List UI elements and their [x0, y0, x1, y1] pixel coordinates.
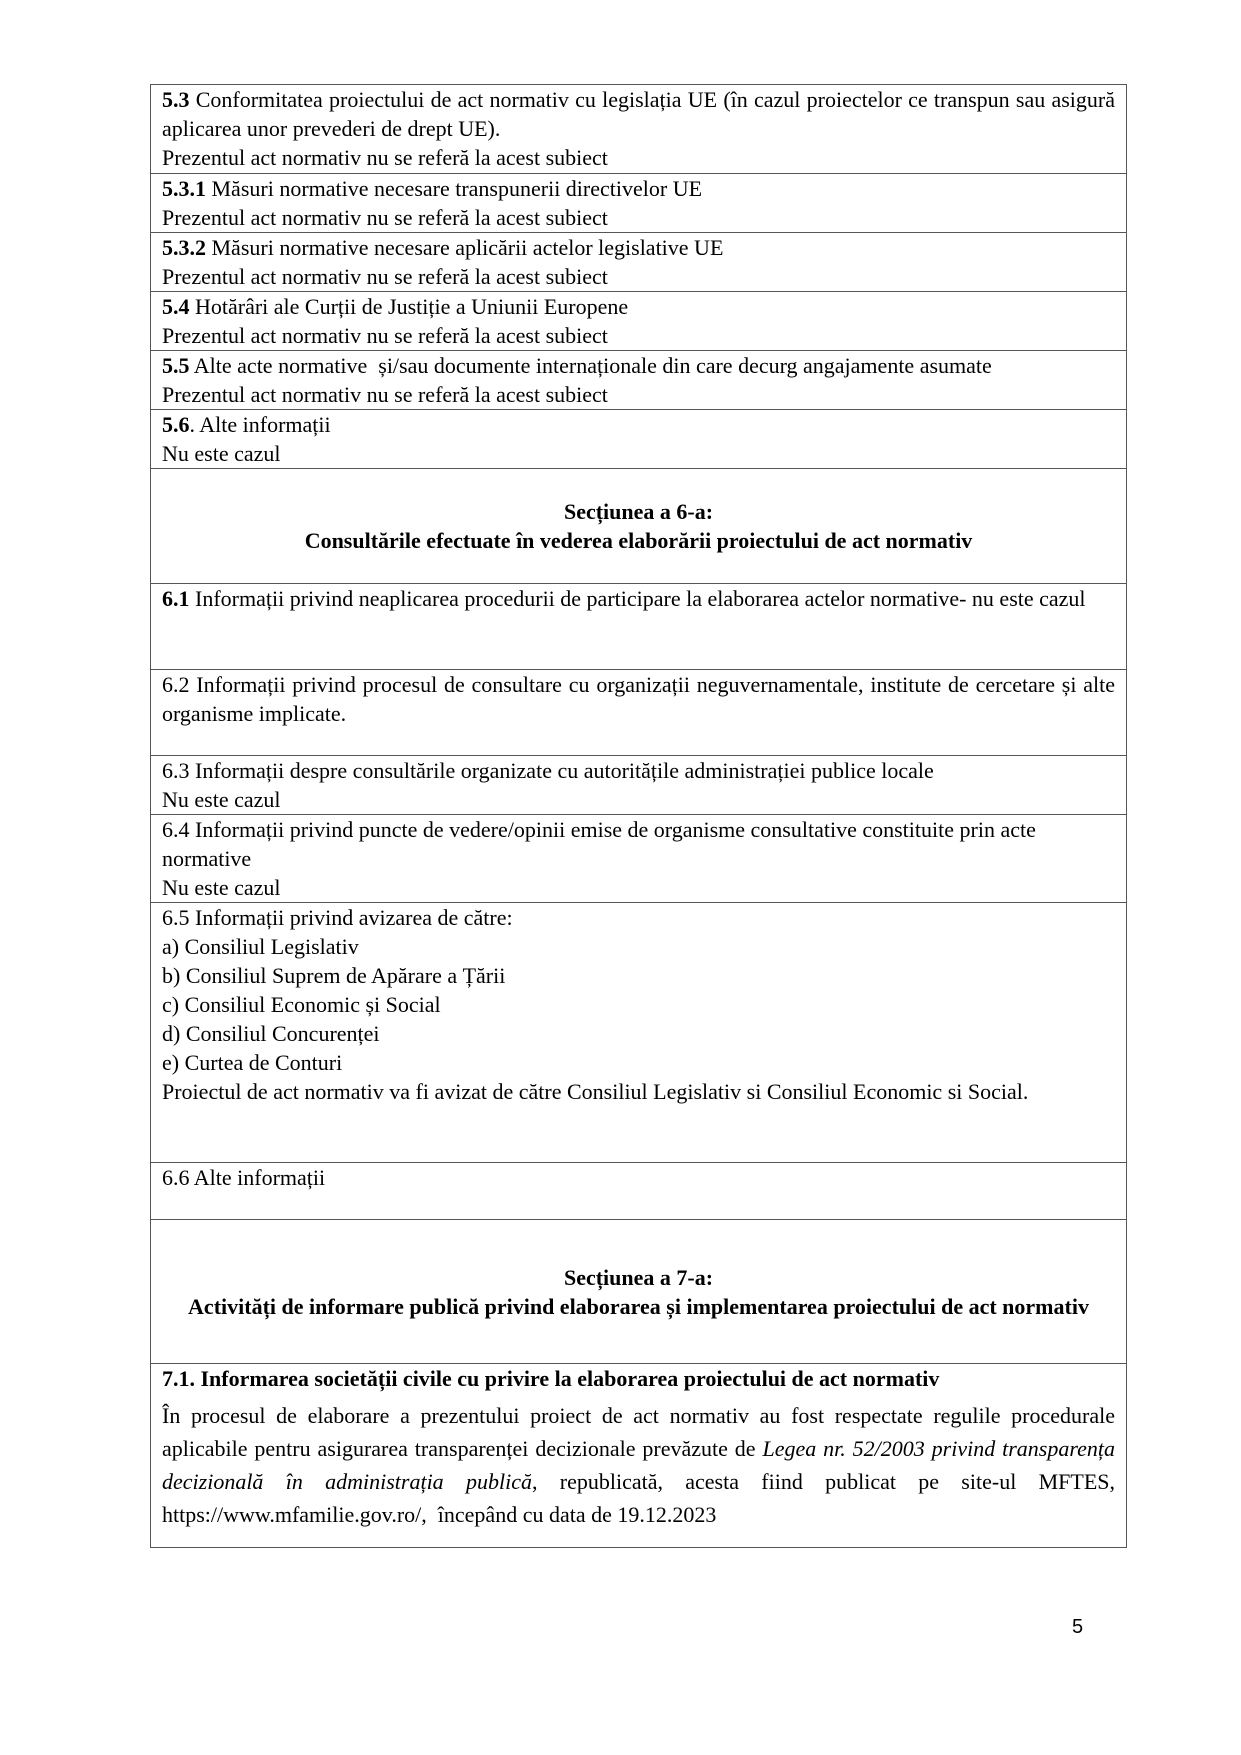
- table-row: [151, 410, 1127, 469]
- table-row: [151, 469, 1127, 584]
- row-6-1: [151, 584, 1127, 670]
- row-title: 5.4 Hotărâri ale Curții de Justiție a Uniunii Europene: [162, 294, 629, 319]
- row-body: Nu este cazul: [162, 441, 281, 466]
- section-number: 5.3: [162, 87, 190, 112]
- row-paragraph: În procesul de elaborare a prezentului proiect de act normativ au fost respectate regulile procedurale aplicabile pentru asigurarea transparenței decizionale prevăzute de Legea nr. 52/2003 privind transparența decizională în administrația publică, republicată, acesta fiind publicat pe site-ul MFTES, https://www.mfamilie.gov.ro/, începând cu data de 19.12.2023: [162, 1403, 1121, 1527]
- law-reference: Legea nr. 52/2003 privind transparența decizională în administrația publică: [162, 1436, 1115, 1494]
- row-title: 7.1. Informarea societății civile cu privire la elaborarea proiectului de act normativ: [162, 1366, 940, 1391]
- row-title: 5.3.1 Măsuri normative necesare transpunerii directivelor UE: [162, 176, 703, 201]
- row-body: Prezentul act normativ nu se referă la acest subiect: [162, 382, 608, 407]
- section-number: 6.1: [162, 586, 190, 611]
- row-body: Prezentul act normativ nu se referă la acest subiect: [162, 323, 608, 348]
- table-row: [151, 1364, 1127, 1548]
- row-conclusion: Proiectul de act normativ va fi avizat de către Consiliul Legislativ si Consiliul Economic si Social.: [162, 1079, 1029, 1104]
- section-number: 5.4: [162, 294, 190, 319]
- row-title: 5.5 Alte acte normative și/sau documente internaționale din care decurg angajamente asumate: [162, 353, 992, 378]
- row-title: 6.3 Informații despre consultările organizate cu autoritățile administrației publice locale: [162, 758, 934, 783]
- table-row: [151, 233, 1127, 292]
- row-6-2: [151, 670, 1127, 756]
- row-text: 6.1 Informații privind neaplicarea procedurii de participare la elaborarea actelor normative- nu este cazul: [162, 586, 1086, 611]
- row-title: 5.3 Conformitatea proiectului de act normativ cu legislația UE (în cazul proiectelor ce transpun sau asigură aplicarea unor prevederi de drept UE).: [162, 87, 1115, 141]
- table-row: [151, 1220, 1127, 1364]
- table-row: [151, 85, 1127, 174]
- row-5-3-2: [151, 233, 1127, 292]
- list-item: e) Curtea de Conturi: [162, 1050, 343, 1075]
- table-row: [151, 756, 1127, 815]
- row-title: 5.3.2 Măsuri normative necesare aplicării actelor legislative UE: [162, 235, 724, 260]
- row-6-6: [151, 1163, 1127, 1220]
- section-number: 5.3.1: [162, 176, 206, 201]
- row-6-3: [151, 756, 1127, 815]
- table-row: [151, 903, 1127, 1163]
- section-6-subheading: Consultările efectuate în vederea elaborării proiectului de act normativ: [304, 528, 973, 553]
- table-row: [151, 351, 1127, 410]
- row-5-6: [151, 410, 1127, 469]
- row-6-5: [151, 903, 1127, 1163]
- row-5-3-1: [151, 174, 1127, 233]
- row-body: Nu este cazul: [162, 875, 281, 900]
- section-number: 5.5: [162, 353, 190, 378]
- section-7-heading: Secțiunea a 7-a:: [563, 1264, 714, 1290]
- row-title: 6.5 Informații privind avizarea de către:: [162, 905, 513, 930]
- row-title: 6.6 Alte informații: [162, 1165, 326, 1190]
- row-6-4: [151, 815, 1127, 903]
- list-item: b) Consiliul Suprem de Apărare a Țării: [162, 963, 506, 988]
- list-item: c) Consiliul Economic și Social: [162, 992, 441, 1017]
- document-table: [150, 84, 1127, 1548]
- row-body: Prezentul act normativ nu se referă la acest subiect: [162, 264, 608, 289]
- table-row: [151, 670, 1127, 756]
- table-row: [151, 584, 1127, 670]
- section-number: 5.6: [162, 412, 190, 437]
- table-row: [151, 1163, 1127, 1220]
- section-6-header: [151, 469, 1127, 584]
- row-body: Prezentul act normativ nu se referă la acest subiect: [162, 145, 608, 170]
- section-number: 5.3.2: [162, 235, 206, 260]
- row-5-3: [151, 85, 1127, 174]
- row-title: 6.4 Informații privind puncte de vedere/opinii emise de organisme consultative constituite prin acte normative: [162, 817, 1036, 871]
- section-6-heading: Secțiunea a 6-a:: [563, 499, 714, 524]
- row-body: Prezentul act normativ nu se referă la acest subiect: [162, 205, 608, 230]
- row-text: 6.2 Informații privind procesul de consultare cu organizații neguvernamentale, institute de cercetare și alte organisme implicate.: [162, 672, 1115, 726]
- table-row: [151, 174, 1127, 233]
- row-5-4: [151, 292, 1127, 351]
- list-item: d) Consiliul Concurenței: [162, 1021, 380, 1046]
- section-7-header: [151, 1220, 1127, 1364]
- table-row: [151, 815, 1127, 903]
- table-row: [151, 292, 1127, 351]
- row-5-5: [151, 351, 1127, 410]
- page-number: 5: [1072, 1616, 1084, 1638]
- row-body: Nu este cazul: [162, 787, 281, 812]
- list-item: a) Consiliul Legislativ: [162, 934, 359, 959]
- row-title: 5.6. Alte informații: [162, 412, 331, 437]
- row-7-1: [151, 1364, 1127, 1548]
- section-7-subheading: Activități de informare publică privind elaborarea și implementarea proiectului de act normativ: [188, 1293, 1089, 1319]
